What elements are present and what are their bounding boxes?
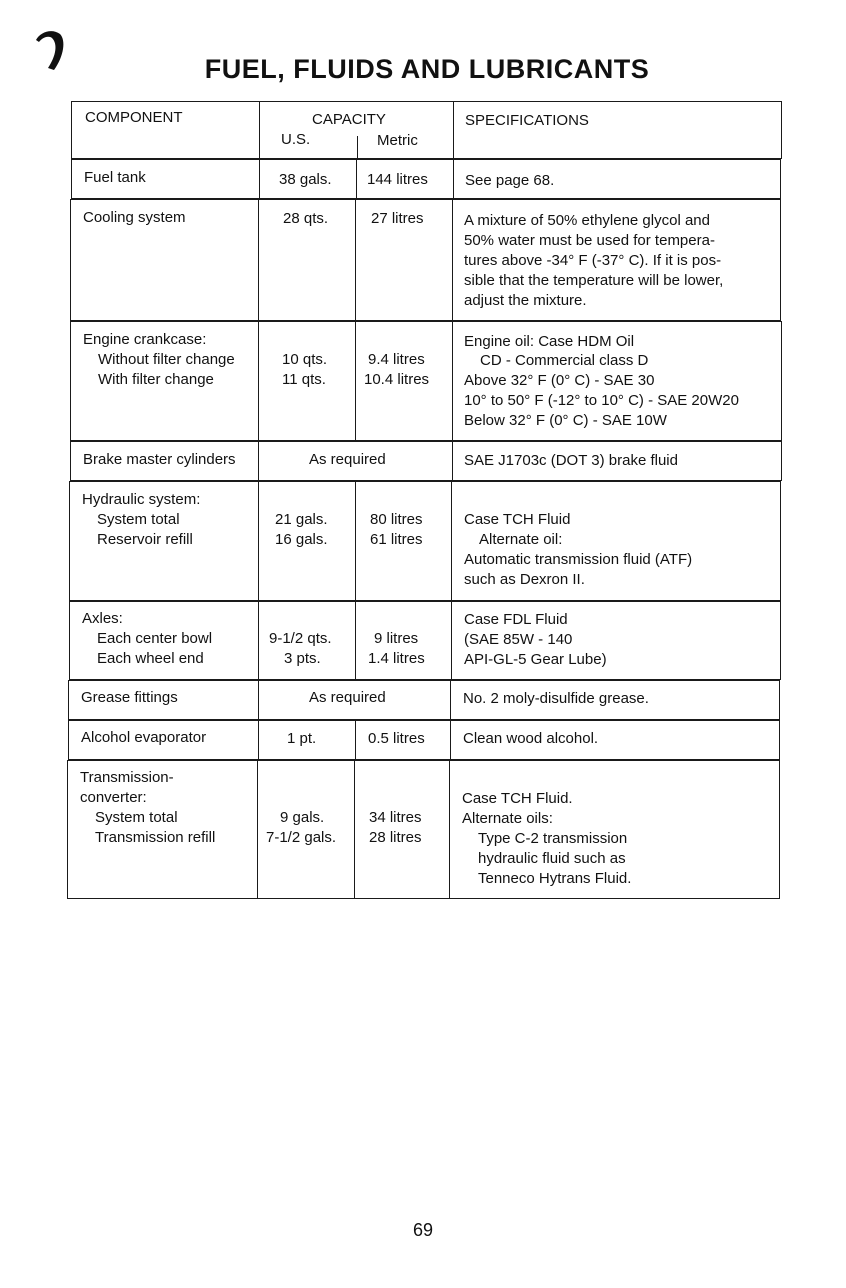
header-component: COMPONENT: [85, 109, 183, 126]
component-sublabel: Reservoir refill: [97, 531, 193, 548]
table-row: [69, 601, 781, 680]
table-row: [68, 720, 780, 760]
table-row: [69, 481, 781, 601]
table-header-row: [71, 101, 782, 159]
table-row: [71, 159, 781, 199]
specification-line: Case TCH Fluid.: [462, 790, 573, 807]
specification-line: Automatic transmission fluid (ATF): [464, 551, 693, 568]
component-label: Alcohol evaporator: [81, 729, 207, 746]
capacity-us: 10 qts.: [282, 351, 328, 368]
capacity-us: 9-1/2 qts.: [269, 630, 332, 647]
specification-line: A mixture of 50% ethylene glycol and: [464, 212, 710, 229]
capacity-combined: As required: [309, 451, 386, 468]
capacity-metric: 28 litres: [369, 829, 422, 846]
specification-line: Case FDL Fluid: [464, 611, 568, 628]
specification-line: 50% water must be used for tempera-: [464, 232, 715, 249]
capacity-metric: 144 litres: [367, 171, 428, 188]
capacity-us: 1 pt.: [287, 730, 317, 747]
specification-line: Below 32° F (0° C) - SAE 10W: [464, 412, 667, 429]
capacity-metric: 1.4 litres: [368, 650, 425, 667]
capacity-metric: 9 litres: [374, 630, 419, 647]
specification-line: API-GL-5 Gear Lube): [464, 651, 607, 668]
specification-line: tures above -34° F (-37° C). If it is pos-: [464, 252, 722, 269]
component-label: Engine crankcase:: [83, 331, 207, 348]
page-title: FUEL, FLUIDS AND LUBRICANTS: [204, 54, 650, 84]
header-capacity: CAPACITY: [312, 111, 386, 128]
capacity-metric: 80 litres: [370, 511, 423, 528]
component-sublabel: System total: [97, 511, 180, 528]
capacity-us: 7-1/2 gals.: [266, 829, 337, 846]
specification-line: Alternate oils:: [462, 810, 553, 827]
header-metric: Metric: [377, 132, 418, 149]
capacity-metric: 27 litres: [371, 210, 424, 227]
specification-line: hydraulic fluid such as: [478, 850, 626, 867]
specification-line: CD - Commercial class D: [480, 352, 649, 369]
capacity-us: 21 gals.: [275, 511, 328, 528]
capacity-us: 38 gals.: [279, 171, 332, 188]
capacity-combined: As required: [309, 689, 386, 706]
specification-line: Case TCH Fluid: [464, 511, 571, 528]
component-label: Brake master cylinders: [83, 451, 236, 468]
component-label: Grease fittings: [81, 689, 178, 706]
capacity-us: 3 pts.: [284, 650, 321, 667]
specification-line: 10° to 50° F (-12° to 10° C) - SAE 20W20: [464, 392, 739, 409]
capacity-metric: 10.4 litres: [364, 371, 430, 388]
specification-line: sible that the temperature will be lower,: [464, 272, 724, 289]
capacity-metric: 61 litres: [370, 531, 423, 548]
component-label: Transmission-: [80, 769, 174, 786]
capacity-metric: 34 litres: [369, 809, 422, 826]
table-row: [70, 321, 782, 441]
specification-line: such as Dexron II.: [464, 571, 585, 588]
component-label: Axles:: [82, 610, 123, 627]
capacity-us: 16 gals.: [275, 531, 328, 548]
table-row: [70, 199, 781, 321]
specification-line: adjust the mixture.: [464, 292, 587, 309]
specification: Clean wood alcohol.: [463, 730, 599, 747]
component-sublabel: Each center bowl: [97, 630, 213, 647]
header-us: U.S.: [281, 131, 311, 148]
component-label: Cooling system: [83, 209, 186, 226]
specification: No. 2 moly-disulfide grease.: [463, 690, 649, 707]
specification-line: Alternate oil:: [479, 531, 563, 548]
capacity-us: 28 qts.: [283, 210, 329, 227]
component-sublabel: System total: [95, 809, 178, 826]
table-row: [68, 680, 780, 720]
component-label: Fuel tank: [84, 169, 146, 186]
component-sublabel: Without filter change: [98, 351, 235, 368]
specification: See page 68.: [465, 172, 555, 189]
specification: SAE J1703c (DOT 3) brake fluid: [464, 452, 678, 469]
component-label: converter:: [80, 789, 147, 806]
specification-line: Above 32° F (0° C) - SAE 30: [464, 372, 655, 389]
capacity-us: 9 gals.: [280, 809, 325, 826]
specification-line: Tenneco Hytrans Fluid.: [478, 870, 632, 887]
specification-line: (SAE 85W - 140: [464, 631, 573, 648]
component-sublabel: Transmission refill: [95, 829, 216, 846]
capacity-us: 11 qts.: [282, 371, 326, 388]
component-sublabel: Each wheel end: [97, 650, 204, 667]
specification-line: Engine oil: Case HDM Oil: [464, 333, 635, 350]
component-sublabel: With filter change: [98, 371, 214, 388]
header-specifications: SPECIFICATIONS: [465, 112, 589, 129]
table-row: [67, 760, 780, 899]
table-row: [70, 441, 782, 481]
capacity-metric: 0.5 litres: [368, 730, 425, 747]
page-number: 69: [412, 1220, 434, 1240]
capacity-metric: 9.4 litres: [368, 351, 425, 368]
component-label: Hydraulic system:: [82, 491, 201, 508]
specification-line: Type C-2 transmission: [478, 830, 628, 847]
